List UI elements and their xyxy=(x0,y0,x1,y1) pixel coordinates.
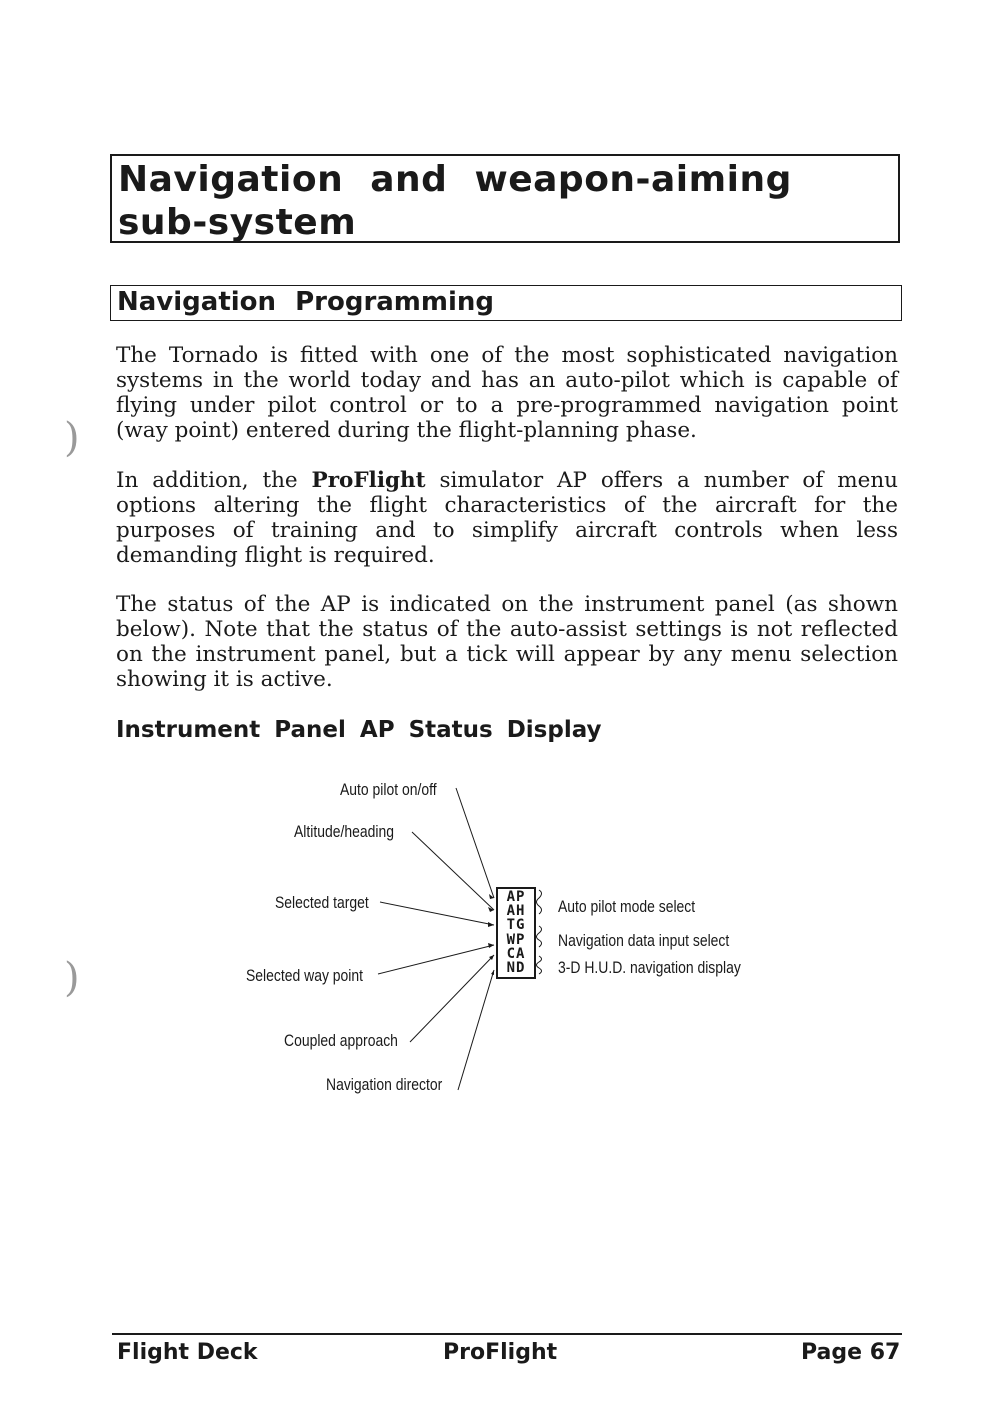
paragraph-proflight-start: In addition, the xyxy=(116,468,312,493)
arrowhead-director xyxy=(491,970,494,975)
chapter-title-box xyxy=(110,154,900,243)
section-title: Navigation Programming xyxy=(117,287,495,317)
label-navigation-director: Navigation director xyxy=(326,1075,443,1094)
label-hud-display: 3-D H.U.D. navigation display xyxy=(558,958,741,977)
paragraph-status: The status of the AP is indicated on the instrument panel (as shown below). Note that the status of the auto-assist settings is not reflected on the instrument panel, but a tick will appear by any menu selection showing it is active. xyxy=(116,592,898,692)
arrowhead-waypoint xyxy=(488,943,494,948)
leader-director xyxy=(458,970,494,1090)
code-nd: ND xyxy=(506,960,526,976)
brace-mode xyxy=(537,890,542,914)
code-ap: AP xyxy=(506,889,526,905)
code-wp: WP xyxy=(506,932,526,948)
leader-waypoint xyxy=(378,945,494,974)
code-ah: AH xyxy=(506,903,526,919)
label-nav-input-select: Navigation data input select xyxy=(558,931,730,950)
diagram-heading: Instrument Panel AP Status Display xyxy=(116,717,602,743)
brace-nav-input xyxy=(537,926,542,947)
footer-page-number: Page 67 xyxy=(801,1340,901,1365)
chapter-title: Navigation and weapon-aiming sub-system xyxy=(118,159,792,243)
label-autopilot: Auto pilot on/off xyxy=(340,780,437,799)
paragraph-proflight-end: simulator AP offers a number of menu options altering the flight characteristics of the aircraft for the purposes of training and to simplify aircraft controls when less demanding flight is required. xyxy=(116,468,899,568)
brace-hud xyxy=(537,956,542,974)
paragraph-proflight xyxy=(116,468,898,568)
leader-autopilot xyxy=(456,788,494,898)
leader-altitude xyxy=(412,832,494,910)
leader-coupled xyxy=(410,955,494,1042)
proflight-name: ProFlight xyxy=(311,468,426,493)
ap-status-diagram xyxy=(0,760,1000,1120)
label-mode-select: Auto pilot mode select xyxy=(558,897,696,916)
code-ca: CA xyxy=(506,946,526,962)
label-coupled-approach: Coupled approach xyxy=(284,1031,398,1050)
footer-section: Flight Deck xyxy=(117,1340,258,1365)
ap-status-panel xyxy=(496,887,536,979)
margin-bracket-mark: ) xyxy=(64,955,80,1001)
footer-rule xyxy=(112,1333,902,1335)
margin-bracket-mark: ) xyxy=(64,415,80,461)
footer-product: ProFlight xyxy=(443,1340,558,1365)
label-altitude-heading: Altitude/heading xyxy=(294,822,394,841)
label-selected-target: Selected target xyxy=(275,893,369,912)
code-tg: TG xyxy=(506,917,526,933)
label-selected-waypoint: Selected way point xyxy=(246,966,364,985)
leader-target xyxy=(380,902,494,925)
section-title-box xyxy=(110,285,902,321)
paragraph-intro: The Tornado is fitted with one of the most sophisticated navigation systems in the world today and has an auto-pilot which is capable of flying under pilot control or to a pre-programmed navigation point (way point) entered during the flight-planning phase. xyxy=(116,343,898,443)
